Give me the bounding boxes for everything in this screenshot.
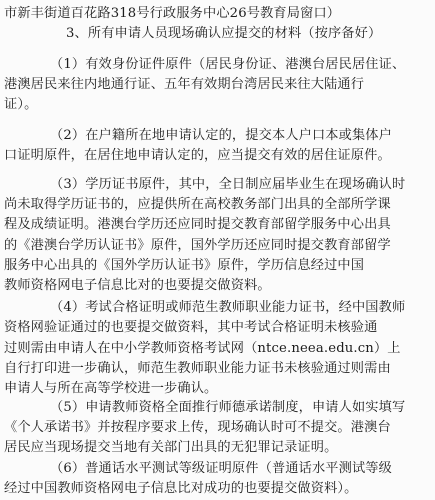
text-line-6: （2）在户籍所在地申请认定的，提交本人户口本或集体户 bbox=[50, 127, 392, 143]
text-line-22: （6）普通话水平测试等级证明原件（普通话水平测试等级 bbox=[50, 460, 392, 476]
text-line-11: 的《港澳台学历认证书》原件，国外学历还应同时提交教育部留学 bbox=[4, 237, 391, 253]
text-line-19: （5）申请教师资格全面推行师德承诺制度，申请人如实填写 bbox=[50, 399, 406, 415]
text-line-12: 服务中心出具的《国外学历认证书》原件，学历信息经过中国 bbox=[4, 257, 365, 273]
text-line-16: 过则需由申请人在中小学教师资格考试网（ntce.neea.edu.cn）上 bbox=[4, 340, 401, 356]
text-line-10: 程及成绩证明。港澳台学历还应同时提交教育部留学服务中心出具 bbox=[4, 217, 391, 233]
text-line-1: 市新丰街道百花路318号行政服务中心26号教育局窗口） bbox=[4, 6, 341, 22]
text-line-4: 港澳居民来往内地通行证、五年有效期台湾居民来往大陆通行 bbox=[4, 77, 365, 93]
text-line-20: 《个人承诺书》并按程序要求上传，现场确认时可不提交。港澳台 bbox=[4, 420, 391, 436]
text-line-7: 口证明原件，在居住地申请认定的，应当提交有效的居住证原件。 bbox=[4, 148, 391, 164]
text-line-2: 3、所有申请人员现场确认应提交的材料（按序备好） bbox=[66, 26, 382, 42]
text-line-8: （3）学历证书原件，其中，全日制应届毕业生在现场确认时 bbox=[50, 176, 406, 192]
text-line-18: 申请人与所在高等学校进一步确认。 bbox=[4, 381, 218, 397]
text-line-13: 教师资格网电子信息比对的也要提交做资料。 bbox=[4, 278, 271, 294]
text-line-9: 尚未取得学历证书的，应提供所在高校教务部门出具的全部所学课 bbox=[4, 197, 391, 213]
text-line-21: 居民应当现场提交当地有关部门出具的无犯罪记录证明。 bbox=[4, 440, 338, 456]
text-line-3: （1）有效身份证件原件（居民身份证、港澳台居民居住证、 bbox=[50, 56, 406, 72]
text-line-15: 资格网验证通过的也要提交做资料，其中考试合格证明未核验通 bbox=[4, 320, 378, 336]
text-line-14: （4）考试合格证明或师范生教师职业能力证书，经中国教师 bbox=[50, 300, 406, 316]
text-line-5: 证）。 bbox=[4, 97, 38, 113]
text-line-17: 自行打印进一步确认，师范生教师职业能力证书未核验通过则需由 bbox=[4, 361, 391, 376]
text-line-23: 经过中国教师资格网电子信息比对成功的也要提交做资料）。 bbox=[4, 481, 358, 496]
